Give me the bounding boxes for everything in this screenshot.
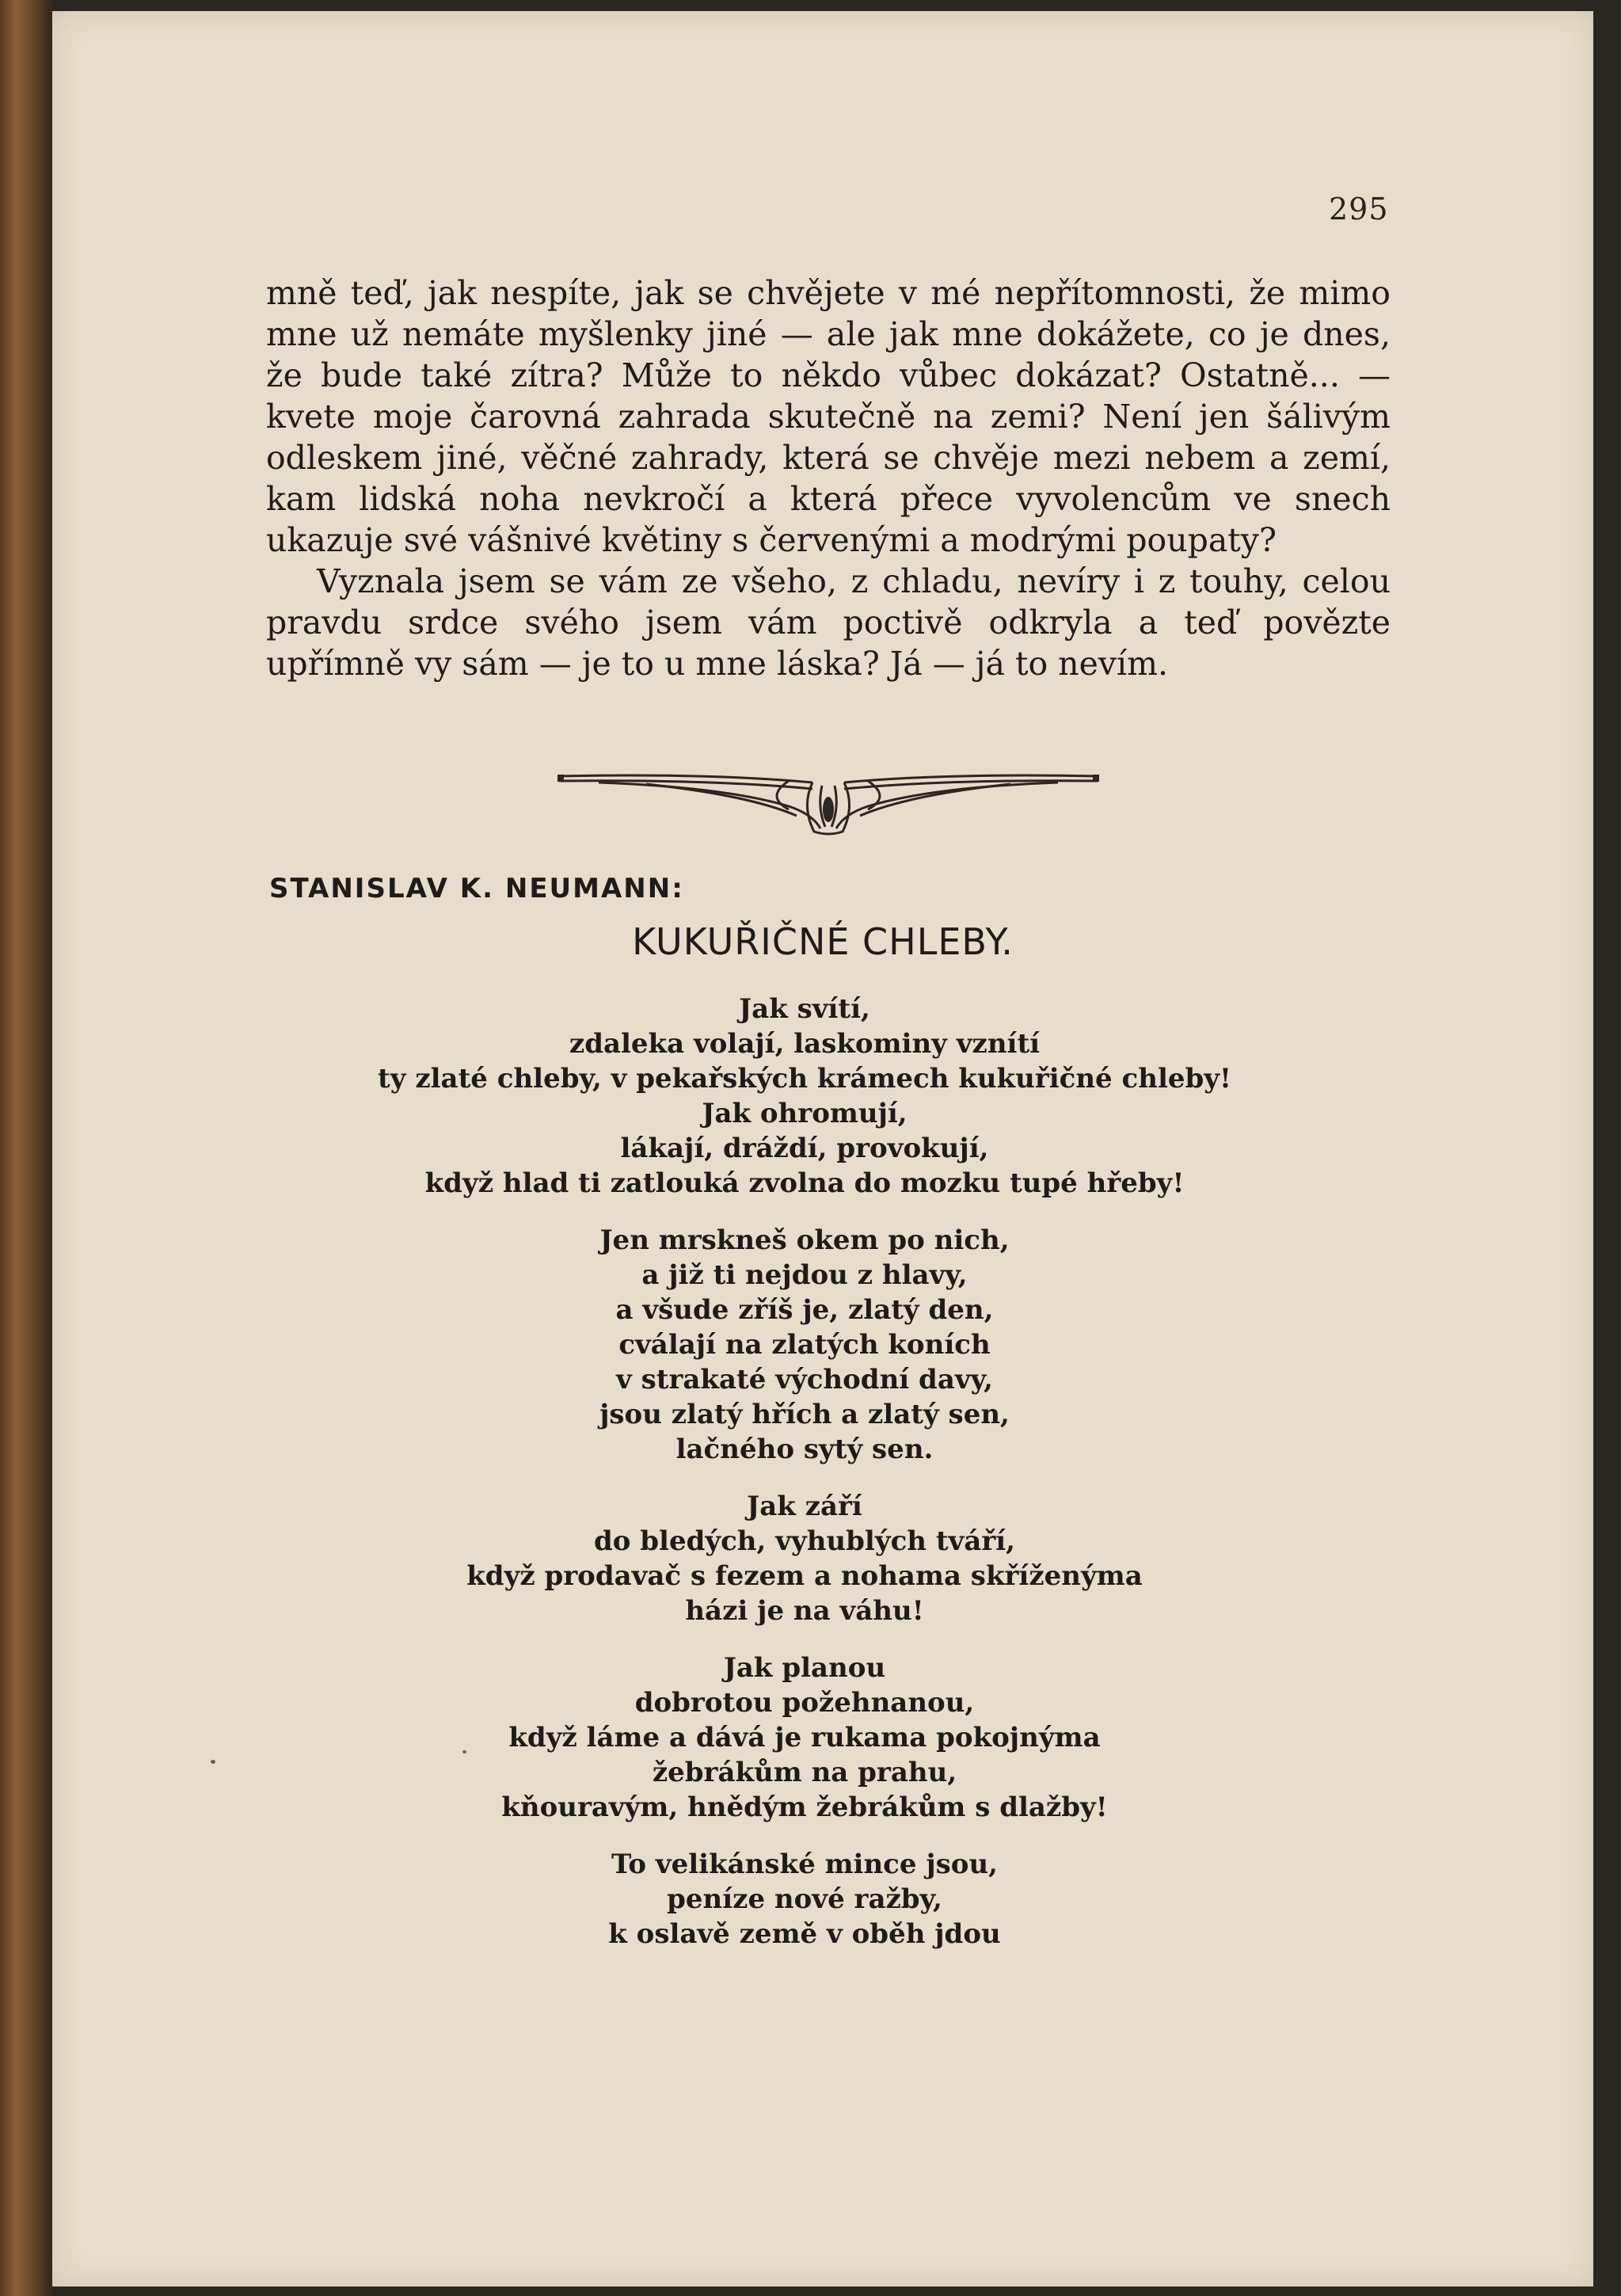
verse-line: Jen mrskneš okem po nich, [599, 1224, 1010, 1256]
stanza [250, 1223, 1359, 1467]
verse-line: a všude zříš je, zlatý den, [615, 1294, 994, 1326]
stanza [250, 1651, 1359, 1825]
verse-line: Jak ohromují, [702, 1098, 908, 1129]
stanza [250, 1847, 1359, 1951]
poem-title: KUKUŘIČNÉ CHLEBY. [632, 920, 1014, 963]
verse-line: jsou zlatý hřích a zlatý sen, [599, 1399, 1010, 1430]
paper-speck [462, 1750, 466, 1753]
prose-paragraph: mně teď, jak nespíte, jak se chvějete v mé nepřítomnosti, že mimo mne už nemáte myšlenky jiné — ale jak mne dokážete, co je dnes, že bude také zítra? Může to někdo vůbec dokázat? Ostatně... — kvete moje čarovná zahrada skutečně na zemi? Není jen šálivým odleskem jiné, věčné zahrady, která se chvěje mezi nebem a zemí, kam lidská noha nevkročí a která přece vyvolencům ve snech ukazuje své vášnivé květiny s červenými a modrými poupaty? [266, 274, 1391, 559]
verse-line: zdaleka volají, laskominy vznítí [569, 1028, 1041, 1060]
verse-line: Jak svítí, [739, 993, 870, 1025]
verse-line: kňouravým, hnědým žebrákům s dlažby! [501, 1791, 1108, 1823]
prose-text [266, 272, 1391, 684]
prose-paragraph: Vyznala jsem se vám ze všeho, z chladu, nevíry i z touhy, celou pravdu srdce svého jsem vám poctivě odkryla a teď povězte upřímně vy sám — je to u mne láska? Já — já to nevím. [266, 562, 1391, 683]
verse-line: ty zlaté chleby, v pekařských krámech kukuřičné chleby! [378, 1063, 1231, 1095]
verse-line: a již ti nejdou z hlavy, [641, 1259, 968, 1291]
verse-line: žebrákům na prahu, [652, 1757, 957, 1788]
verse-line: když láme a dává je rukama pokojnýma [508, 1722, 1101, 1753]
paper-speck [211, 1760, 215, 1764]
stanza [250, 992, 1359, 1201]
page-number: 295 [1329, 192, 1389, 227]
verse-line: házi je na váhu! [685, 1595, 924, 1627]
verse-line: To velikánské mince jsou, [611, 1849, 999, 1880]
verse-line: když hlad ti zatlouká zvolna do mozku tupé hřeby! [424, 1167, 1185, 1199]
verse-line: do bledých, vyhublých tváří, [593, 1525, 1016, 1557]
verse-line: dobrotou požehnanou, [634, 1687, 975, 1719]
verse-line: lákají, dráždí, provokují, [620, 1133, 989, 1164]
verse-line: když prodavač s fezem a nohama skříženýma [466, 1560, 1143, 1592]
verse-line: Jak září [747, 1491, 862, 1522]
stanza [250, 1489, 1359, 1628]
verse-line: lačného sytý sen. [675, 1434, 934, 1465]
verse-line: k oslavě země v oběh jdou [608, 1918, 1001, 1950]
verse-line: v strakaté východní davy, [616, 1364, 993, 1395]
page [52, 11, 1593, 2286]
verse-line: Jak planou [723, 1652, 886, 1684]
verse-line: peníze nové ražby, [667, 1883, 942, 1915]
poem [250, 992, 1359, 1974]
poem-author: STANISLAV K. NEUMANN: [269, 873, 684, 904]
verse-line: cválají na zlatých koních [618, 1329, 991, 1361]
previous-page-edge [0, 0, 55, 2296]
divider-ornament-icon [551, 759, 1105, 838]
